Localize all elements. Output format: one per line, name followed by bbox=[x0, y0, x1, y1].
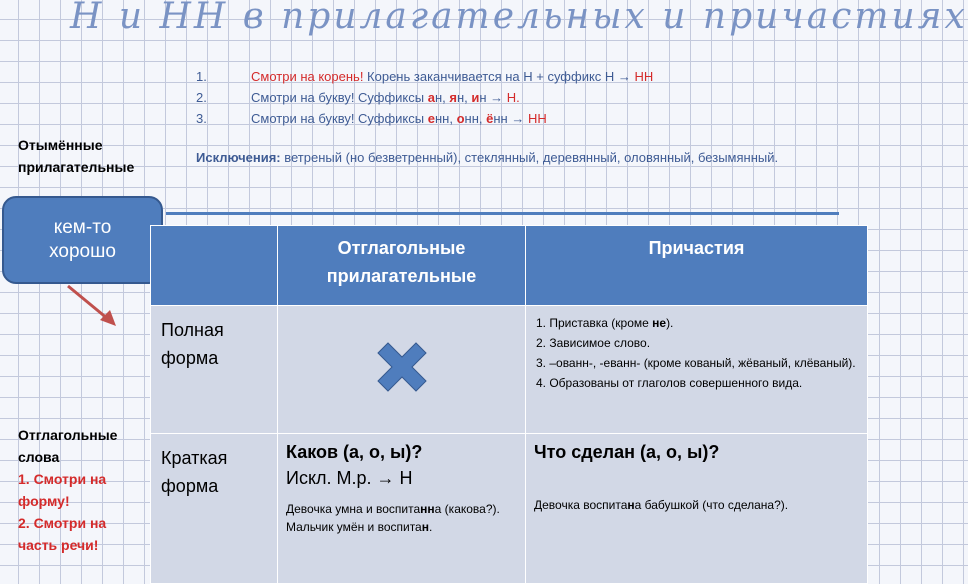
rule-text: Смотри на букву! Суффиксы bbox=[251, 90, 428, 105]
question: Что сделан (а, о, ы)? bbox=[534, 442, 720, 462]
suffix-text: н → bbox=[479, 90, 507, 105]
suffix-letter: е bbox=[427, 111, 435, 126]
hint-line: 2. Смотри на bbox=[18, 515, 107, 531]
list-item: 4. Образованы от глаголов совершенного вида. bbox=[536, 376, 803, 390]
table-header-row bbox=[151, 226, 868, 306]
cross-icon bbox=[374, 339, 430, 395]
header-empty bbox=[151, 226, 278, 306]
exceptions-text: ветреный (но безветренный), стеклянный, деревянный, оловянный, безымянный. bbox=[280, 150, 779, 165]
short-adjective-cell bbox=[278, 434, 526, 584]
rule-number: 3. bbox=[196, 111, 207, 126]
exceptions-label: Исключения: bbox=[196, 150, 281, 165]
rule-result: Н. bbox=[506, 90, 520, 105]
suffix-letter: ё bbox=[486, 111, 494, 126]
rules-list bbox=[196, 66, 836, 129]
cross-cell bbox=[278, 306, 526, 434]
suffix-letter: о bbox=[456, 111, 465, 126]
page-title: Н и НН в прилагательных и причастиях bbox=[70, 0, 968, 37]
exception-note: Искл. М.р. → Н bbox=[286, 468, 413, 488]
exceptions bbox=[196, 150, 808, 166]
suffix-text: н, bbox=[434, 90, 450, 105]
suffix-letter: а bbox=[427, 90, 435, 105]
rule-3 bbox=[196, 108, 836, 129]
example: Девочка воспитана бабушкой (что сделана?). bbox=[534, 498, 789, 512]
label-line: слова bbox=[18, 449, 60, 465]
hint-line: часть речи! bbox=[18, 537, 99, 553]
list-item: 3. –ованн-, -еванн- (кроме кованый, жёваный, клёваный). bbox=[536, 356, 856, 370]
emphasis: н bbox=[421, 520, 429, 534]
emphasis: не bbox=[652, 316, 667, 330]
list-item: 2. Зависимое слово. bbox=[536, 336, 651, 350]
rule-1 bbox=[196, 66, 836, 87]
divider bbox=[166, 212, 839, 215]
suffix-letter: и bbox=[471, 90, 480, 105]
rule-text: Корень заканчивается на Н + суффикс Н → bbox=[363, 69, 635, 84]
callout-box bbox=[2, 196, 163, 284]
table-row bbox=[151, 306, 868, 434]
short-participle-cell bbox=[526, 434, 868, 584]
hint-line: 1. Смотри на bbox=[18, 471, 107, 487]
suffix-text: нн, bbox=[464, 111, 487, 126]
rule-result: НН bbox=[634, 69, 654, 84]
question: Каков (а, о, ы)? bbox=[286, 442, 423, 462]
rule-result: НН bbox=[527, 111, 547, 126]
callout-line: хорошо bbox=[49, 241, 116, 262]
suffix-text: нн, bbox=[434, 111, 457, 126]
suffix-letter: я bbox=[449, 90, 457, 105]
denominal-label bbox=[18, 134, 134, 178]
list-item: 1. Приставка (кроме не). bbox=[536, 316, 674, 330]
label-line: Отглагольные bbox=[18, 427, 118, 443]
rule-text: Смотри на букву! Суффиксы bbox=[251, 111, 428, 126]
participle-rules bbox=[526, 306, 868, 434]
row-label-short: Краткая форма bbox=[151, 434, 278, 584]
suffix-text: н, bbox=[456, 90, 472, 105]
rule-number: 1. bbox=[196, 69, 207, 84]
emphasis: нн bbox=[420, 502, 435, 516]
emphasis: н bbox=[627, 498, 635, 512]
hint-line: форму! bbox=[18, 493, 70, 509]
rule-2 bbox=[196, 87, 836, 108]
label-line: прилагательные bbox=[18, 159, 135, 175]
rule-number: 2. bbox=[196, 90, 207, 105]
table-row bbox=[151, 434, 868, 584]
example: Девочка умна и воспитанна (какова?). bbox=[286, 502, 500, 516]
deverbal-label bbox=[18, 424, 117, 556]
row-label-full: Полная форма bbox=[151, 306, 278, 434]
arrow-icon bbox=[64, 283, 124, 329]
header-participles: Причастия bbox=[526, 226, 868, 306]
example: Мальчик умён и воспитан. bbox=[286, 520, 433, 534]
rule-lead: Смотри на корень! bbox=[251, 69, 364, 84]
suffix-text: нн → bbox=[493, 111, 528, 126]
rules-table bbox=[150, 225, 868, 584]
header-adjectives: Отглагольные прилагательные bbox=[278, 226, 526, 306]
label-line: Отымённые bbox=[18, 137, 103, 153]
callout-line: кем-то bbox=[53, 217, 112, 238]
